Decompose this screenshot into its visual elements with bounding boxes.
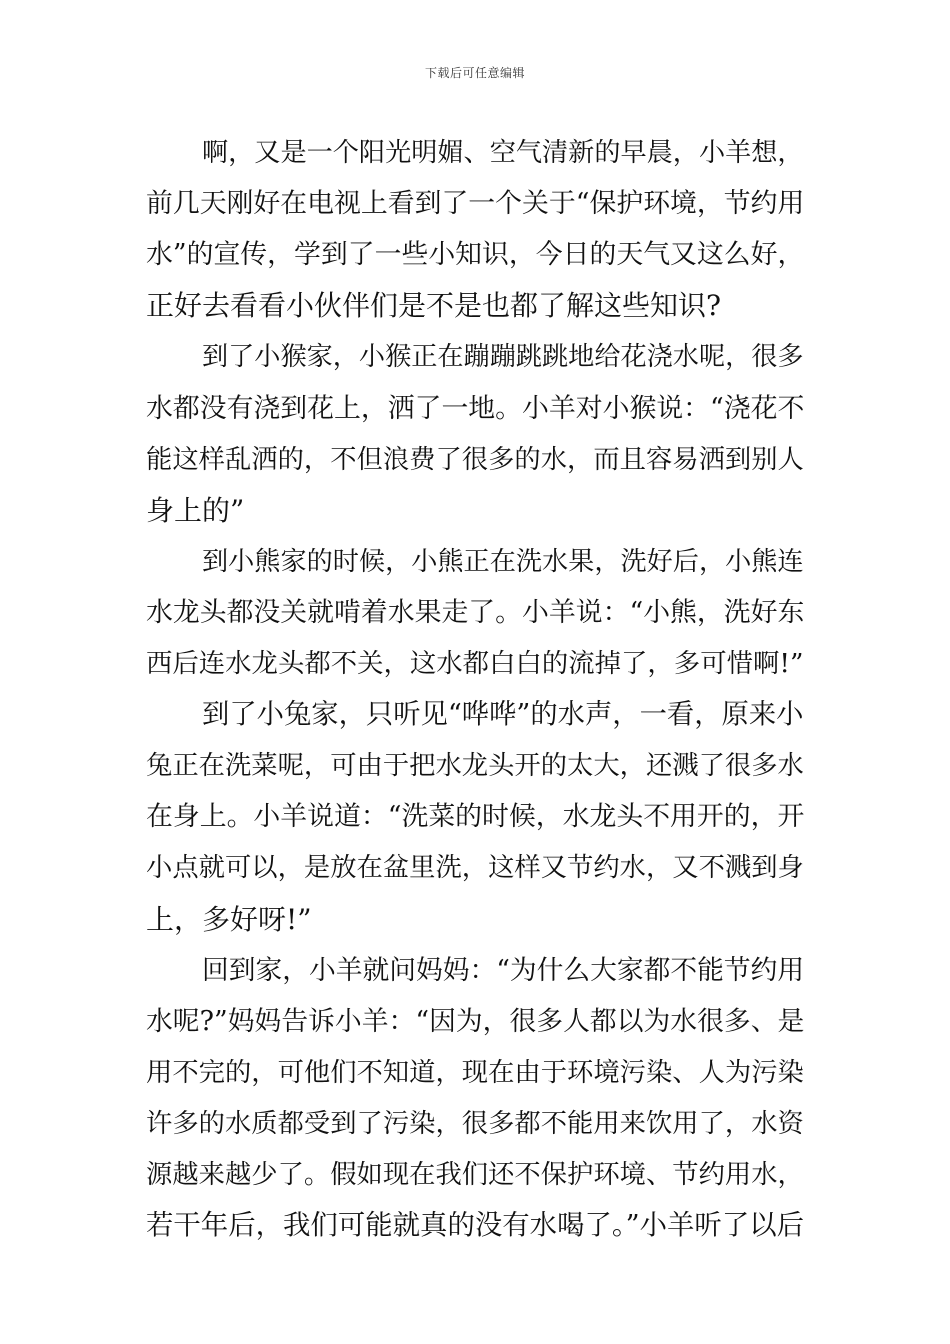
text-line: 回到家，小羊就问妈妈：“为什么大家都不能节约用 [202, 955, 805, 986]
text-line: 西后连水龙头都不关，这水都白白的流掉了，多可惜啊!” [146, 648, 804, 679]
text-line: 到小熊家的时候，小熊正在洗水果，洗好后，小熊连 [202, 547, 804, 577]
text-line: 若干年后，我们可能就真的没有水喝了。”小羊听了以后 [146, 1210, 805, 1241]
text-line: 上，多好呀!” [146, 903, 312, 936]
text-line: 水都没有浇到花上，洒了一地。小羊对小猴说：“浇花不 [146, 393, 805, 424]
text-line: 能这样乱洒的，不但浪费了很多的水，而且容易洒到别人 [146, 445, 804, 475]
text-line: 小点就可以，是放在盆里洗，这样又节约水，又不溅到身 [146, 853, 804, 883]
text-line: 正好去看看小伙伴们是不是也都了解这些知识? [146, 289, 722, 322]
text-line: 在身上。小羊说道：“洗菜的时候，水龙头不用开的，开 [146, 801, 805, 832]
text-line: 用不完的，可他们不知道，现在由于环境污染、人为污染 [146, 1058, 804, 1088]
text-line: 身上的” [146, 494, 245, 527]
text-line: 水龙头都没关就啃着水果走了。小羊说：“小熊，洗好东 [146, 597, 805, 628]
text-line: 啊，又是一个阳光明媚、空气清新的早晨，小羊想， [202, 138, 804, 168]
page-header: 下载后可任意编辑 [424, 66, 525, 80]
text-line: 兔正在洗菜呢，可由于把水龙头开的太大，还溅了很多水 [146, 751, 804, 781]
text-line: 到了小猴家，小猴正在蹦蹦跳跳地给花浇水呢，很多 [202, 342, 804, 372]
text-line: 水”的宣传，学到了一些小知识，今日的天气又这么好， [146, 239, 805, 270]
text-line: 许多的水质都受到了污染，很多都不能用来饮用了，水资 [146, 1109, 804, 1139]
text-line: 前几天刚好在电视上看到了一个关于“保护环境，节约用 [146, 188, 805, 219]
text-line: 水呢?”妈妈告诉小羊：“因为，很多人都以为水很多、是 [146, 1006, 805, 1037]
text-line: 到了小兔家，只听见“哗哗”的水声，一看，原来小 [202, 699, 804, 730]
text-line: 源越来越少了。假如现在我们还不保护环境、节约用水， [146, 1160, 804, 1190]
